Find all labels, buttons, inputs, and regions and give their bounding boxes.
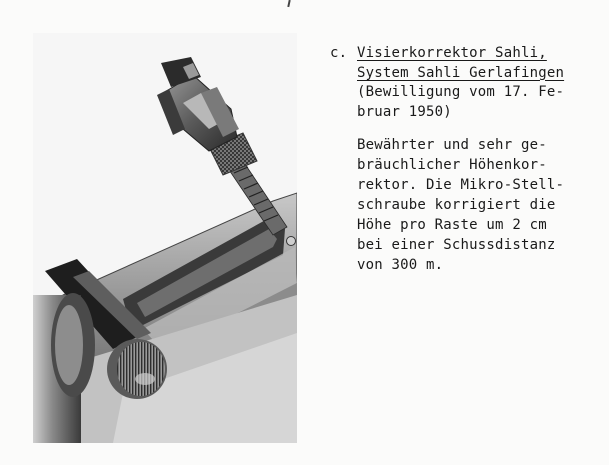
title-line-2: System Sahli Gerlafingen (357, 64, 565, 81)
top-tick-mark (287, 0, 290, 7)
description-line-1: Bewährter und sehr ge- (357, 137, 547, 153)
description-line-4: schraube korrigiert die (357, 197, 556, 213)
description-line-5: Höhe pro Raste um 2 cm (357, 217, 547, 233)
description-text (357, 135, 600, 275)
title-line-1: Visierkorrektor Sahli, (357, 45, 547, 61)
description-line-7: von 300 m. (357, 257, 444, 273)
description-line-2: bräuchlicher Höhenkor- (357, 157, 547, 173)
caption-head-lines (357, 44, 600, 122)
item-marker: c. (330, 45, 348, 61)
description-line-3: rektor. Die Mikro-Stell- (357, 177, 565, 193)
sight-corrector-photo (33, 33, 297, 443)
approval-line-1: (Bewilligung vom 17. Fe- (357, 84, 565, 100)
caption-head (330, 44, 600, 122)
approval-line-2: bruar 1950) (357, 103, 452, 120)
caption-block (330, 44, 600, 275)
description-line-6: bei einer Schussdistanz (357, 237, 556, 253)
